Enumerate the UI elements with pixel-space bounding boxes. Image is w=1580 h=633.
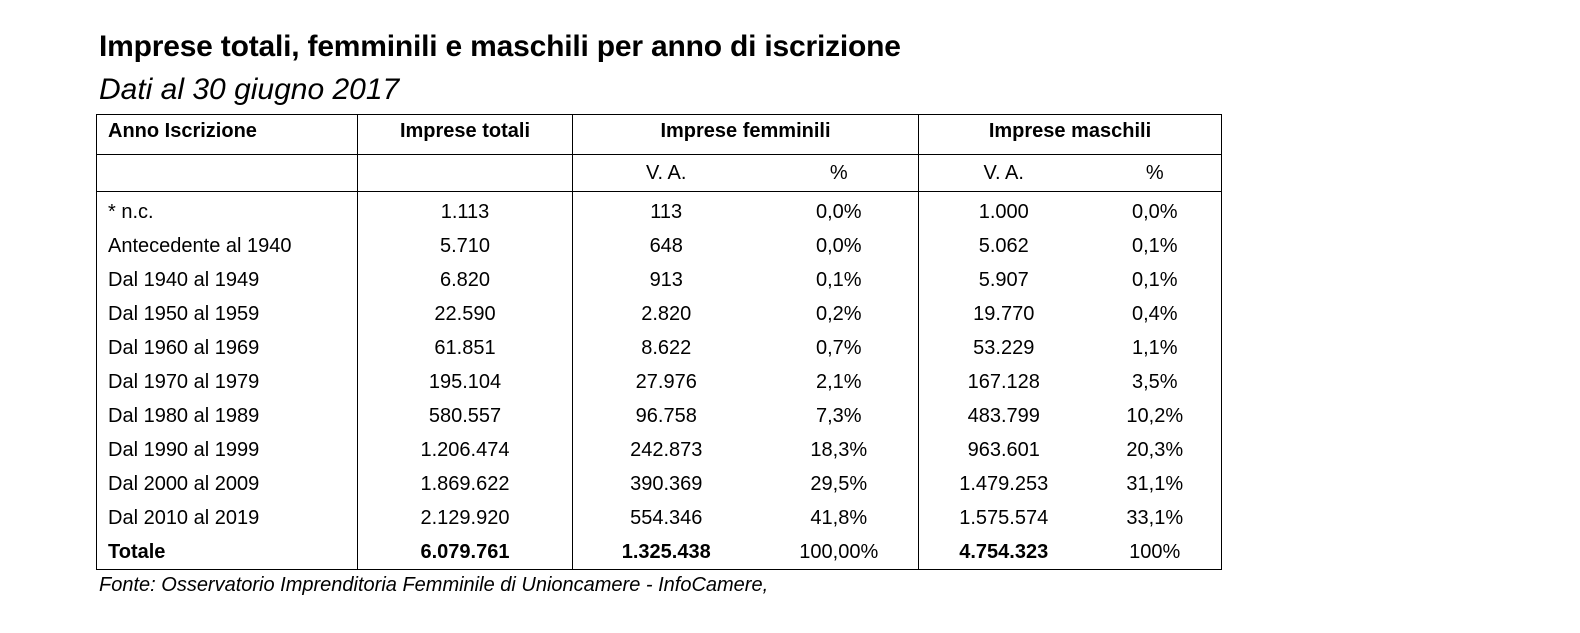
row-label: Dal 1970 al 1979 [97, 365, 358, 399]
cell-femminili-va: 242.873 [573, 433, 760, 467]
page-subtitle: Dati al 30 giugno 2017 [99, 73, 400, 106]
table-row [97, 365, 1222, 399]
cell-femminili-pct: 0,0% [815, 234, 862, 257]
cell-femminili-pct: 7,3% [815, 404, 862, 427]
cell-maschili-va: 5.907 [919, 263, 1089, 297]
cell-femminili-pct: 0,2% [815, 302, 862, 325]
cell-totali: 2.129.920 [358, 501, 573, 535]
cell-maschili-pct: 10,2% [1089, 399, 1222, 433]
cell-maschili-pct: 0,1% [1089, 229, 1222, 263]
table-row [97, 433, 1222, 467]
table-row [97, 399, 1222, 433]
cell-totali: 61.851 [358, 331, 573, 365]
cell-femminili-va: 913 [573, 263, 760, 297]
cell-totali: 195.104 [358, 365, 573, 399]
cell-maschili-pct: 20,3% [1089, 433, 1222, 467]
cell-maschili-va: 1.575.574 [919, 501, 1089, 535]
cell-totali: 6.820 [358, 263, 573, 297]
cell-totali: 22.590 [358, 297, 573, 331]
row-label: Dal 1960 al 1969 [97, 331, 358, 365]
cell-femminili-va: 1.325.438 [573, 535, 760, 570]
cell-maschili-pct: 31,1% [1089, 467, 1222, 501]
header-maschili: Imprese maschili [919, 115, 1222, 155]
cell-femminili-va: 554.346 [573, 501, 760, 535]
subheader-empty-anno [97, 155, 358, 192]
cell-totali: 6.079.761 [358, 535, 573, 570]
cell-maschili-pct: 100% [1089, 535, 1222, 570]
cell-maschili-pct: 3,5% [1089, 365, 1222, 399]
cell-maschili-va: 963.601 [919, 433, 1089, 467]
cell-maschili-pct: 1,1% [1089, 331, 1222, 365]
data-table [96, 114, 1222, 570]
row-label: Dal 2000 al 2009 [97, 467, 358, 501]
row-label: Dal 2010 al 2019 [97, 501, 358, 535]
table-header-row [97, 115, 1222, 155]
source-note: Fonte: Osservatorio Imprenditoria Femminile di Unioncamere - InfoCamere, [99, 574, 769, 596]
table-total-row [97, 535, 1222, 570]
row-label: Dal 1940 al 1949 [97, 263, 358, 297]
table-subheader-row [97, 155, 1222, 192]
row-label: Antecedente al 1940 [97, 229, 358, 263]
header-totali: Imprese totali [358, 115, 573, 155]
table-row [97, 331, 1222, 365]
cell-totali: 580.557 [358, 399, 573, 433]
subheader-empty-totali [358, 155, 573, 192]
cell-femminili-va: 390.369 [573, 467, 760, 501]
cell-femminili-pct: 0,7% [815, 336, 862, 359]
cell-maschili-va: 167.128 [919, 365, 1089, 399]
row-label: Totale [97, 535, 358, 570]
table-row [97, 229, 1222, 263]
page-title: Imprese totali, femminili e maschili per anno di iscrizione [99, 30, 901, 63]
cell-maschili-pct: 33,1% [1089, 501, 1222, 535]
cell-totali: 5.710 [358, 229, 573, 263]
header-femminili: Imprese femminili [573, 115, 919, 155]
table-row [97, 297, 1222, 331]
cell-femminili-va: 27.976 [573, 365, 760, 399]
cell-femminili-va: 113 [573, 192, 760, 230]
cell-totali: 1.206.474 [358, 433, 573, 467]
cell-maschili-pct: 0,4% [1089, 297, 1222, 331]
cell-femminili-pct: 2,1% [815, 370, 862, 393]
table-row [97, 501, 1222, 535]
cell-femminili-va: 96.758 [573, 399, 760, 433]
subheader-maschili-pct: % [1089, 155, 1222, 192]
cell-femminili-pct: 41,8% [810, 506, 868, 529]
cell-totali: 1.113 [358, 192, 573, 230]
cell-maschili-va: 1.000 [919, 192, 1089, 230]
subheader-femminili-pct: % [760, 155, 919, 192]
cell-maschili-va: 483.799 [919, 399, 1089, 433]
cell-maschili-va: 1.479.253 [919, 467, 1089, 501]
cell-femminili-pct: 0,1% [815, 268, 862, 291]
row-label: * n.c. [97, 192, 358, 230]
table-row [97, 263, 1222, 297]
cell-maschili-pct: 0,1% [1089, 263, 1222, 297]
cell-femminili-va: 2.820 [573, 297, 760, 331]
cell-maschili-pct: 0,0% [1089, 192, 1222, 230]
table-row [97, 467, 1222, 501]
table-row [97, 192, 1222, 230]
row-label: Dal 1950 al 1959 [97, 297, 358, 331]
header-anno: Anno Iscrizione [97, 115, 358, 155]
cell-femminili-pct: 100,00% [760, 535, 919, 570]
cell-femminili-pct: 18,3% [810, 438, 868, 461]
cell-femminili-va: 648 [573, 229, 760, 263]
row-label: Dal 1990 al 1999 [97, 433, 358, 467]
cell-femminili-va: 8.622 [573, 331, 760, 365]
cell-femminili-pct: 29,5% [810, 472, 868, 495]
subheader-femminili-va: V. A. [573, 155, 760, 192]
subheader-maschili-va: V. A. [919, 155, 1089, 192]
cell-maschili-va: 53.229 [919, 331, 1089, 365]
cell-maschili-va: 4.754.323 [919, 535, 1089, 570]
row-label: Dal 1980 al 1989 [97, 399, 358, 433]
cell-maschili-va: 19.770 [919, 297, 1089, 331]
cell-femminili-pct: 0,0% [815, 200, 862, 223]
cell-totali: 1.869.622 [358, 467, 573, 501]
cell-maschili-va: 5.062 [919, 229, 1089, 263]
